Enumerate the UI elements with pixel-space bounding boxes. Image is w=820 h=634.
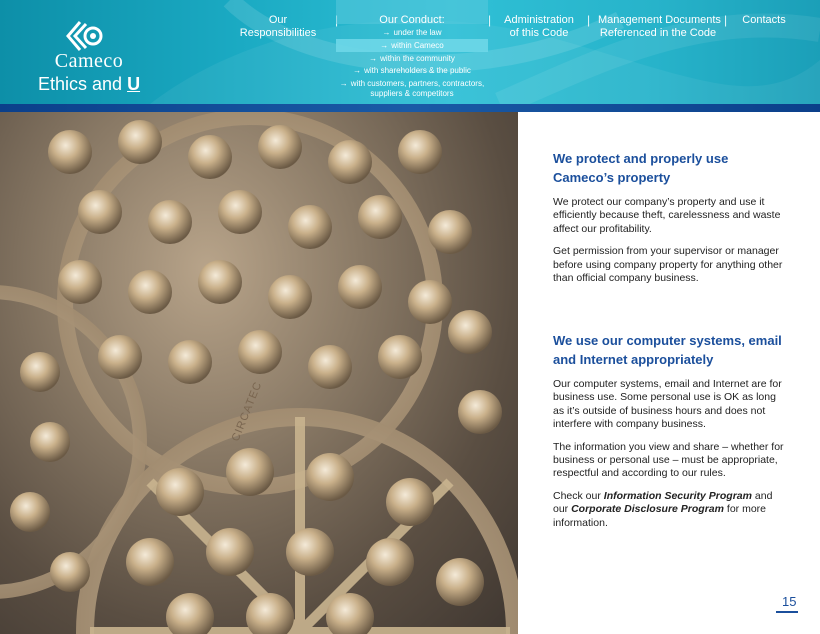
arrow-icon: → <box>380 41 389 50</box>
nav-management-documents[interactable]: Management Documents Referenced in the Code <box>598 14 721 39</box>
conduct-sub-shareholders[interactable] <box>336 66 488 76</box>
nav-administration[interactable]: Administration of this Code <box>504 14 574 39</box>
logo-name: Cameco <box>54 50 124 72</box>
text: and our <box>553 489 773 516</box>
paragraph: Our computer systems, email and Internet are for business use. Some personal use is OK as long as it’s outside of business hours and does not interfere with company business. <box>553 378 782 431</box>
paragraph <box>553 490 789 530</box>
logo-tagline-u: U <box>127 74 141 94</box>
arrow-icon: → <box>339 79 348 88</box>
cameco-logo-icon <box>64 18 106 54</box>
conduct-sub-customers[interactable] <box>336 79 488 89</box>
paragraph: Get permission from your supervisor or manager before using company property for anything other than official company business. <box>553 245 783 285</box>
conduct-sub-label: within Cameco <box>391 41 444 50</box>
page-number-underline <box>776 611 798 613</box>
nav-our-conduct[interactable]: Our Conduct: <box>379 14 445 26</box>
nav-contacts[interactable]: Contacts <box>742 14 786 26</box>
conduct-sub-under-the-law[interactable] <box>336 28 488 38</box>
conduct-sub-label: under the law <box>393 28 442 37</box>
arrow-icon: → <box>382 28 391 37</box>
nav-our-responsibilities[interactable]: Our Responsibilities <box>239 14 317 39</box>
logo[interactable] <box>34 18 144 104</box>
paragraph: We protect our company’s property and use it efficiently because theft, carelessness and waste affect our profitability. <box>553 196 781 235</box>
nav-separator: | <box>587 13 591 27</box>
conduct-sub-label: within the community <box>380 54 455 63</box>
photo-imprint: CIRCATEC <box>229 379 265 444</box>
arrow-icon: → <box>369 54 378 63</box>
conduct-sub-within-cameco[interactable] <box>336 39 488 52</box>
section-heading: We use our computer systems, email and Internet appropriately <box>553 333 782 367</box>
section-property <box>553 149 789 285</box>
page-number: 15 <box>782 594 797 609</box>
arrow-icon: → <box>353 66 362 75</box>
nav-separator: | <box>488 13 492 27</box>
text: Check our <box>553 489 604 502</box>
conduct-sub-label: with shareholders & the public <box>364 66 471 75</box>
corporate-disclosure-program-link[interactable]: Corporate Disclosure Program <box>571 503 724 516</box>
conduct-sub-within-community[interactable] <box>336 54 488 64</box>
nav-separator: | <box>724 13 728 27</box>
section-heading: We protect and properly use Cameco’s property <box>553 151 729 185</box>
section-computer-systems <box>553 331 789 530</box>
fuel-bundle-image <box>0 112 518 634</box>
header-rule <box>0 104 820 112</box>
information-security-program-link[interactable]: Information Security Program <box>603 489 752 502</box>
fuel-bundle-photo <box>0 112 518 634</box>
conduct-sub-label: with customers, partners, contractors, <box>350 79 485 88</box>
logo-tagline <box>38 74 148 95</box>
text: for more information. <box>553 503 766 529</box>
logo-tagline-prefix: Ethics and <box>38 74 128 94</box>
paragraph: The information you view and share – whether for business or personal use – must be appropriate, respectful and according to our rules. <box>553 440 784 480</box>
conduct-sub-suppliers[interactable]: suppliers & competitors <box>370 89 454 98</box>
